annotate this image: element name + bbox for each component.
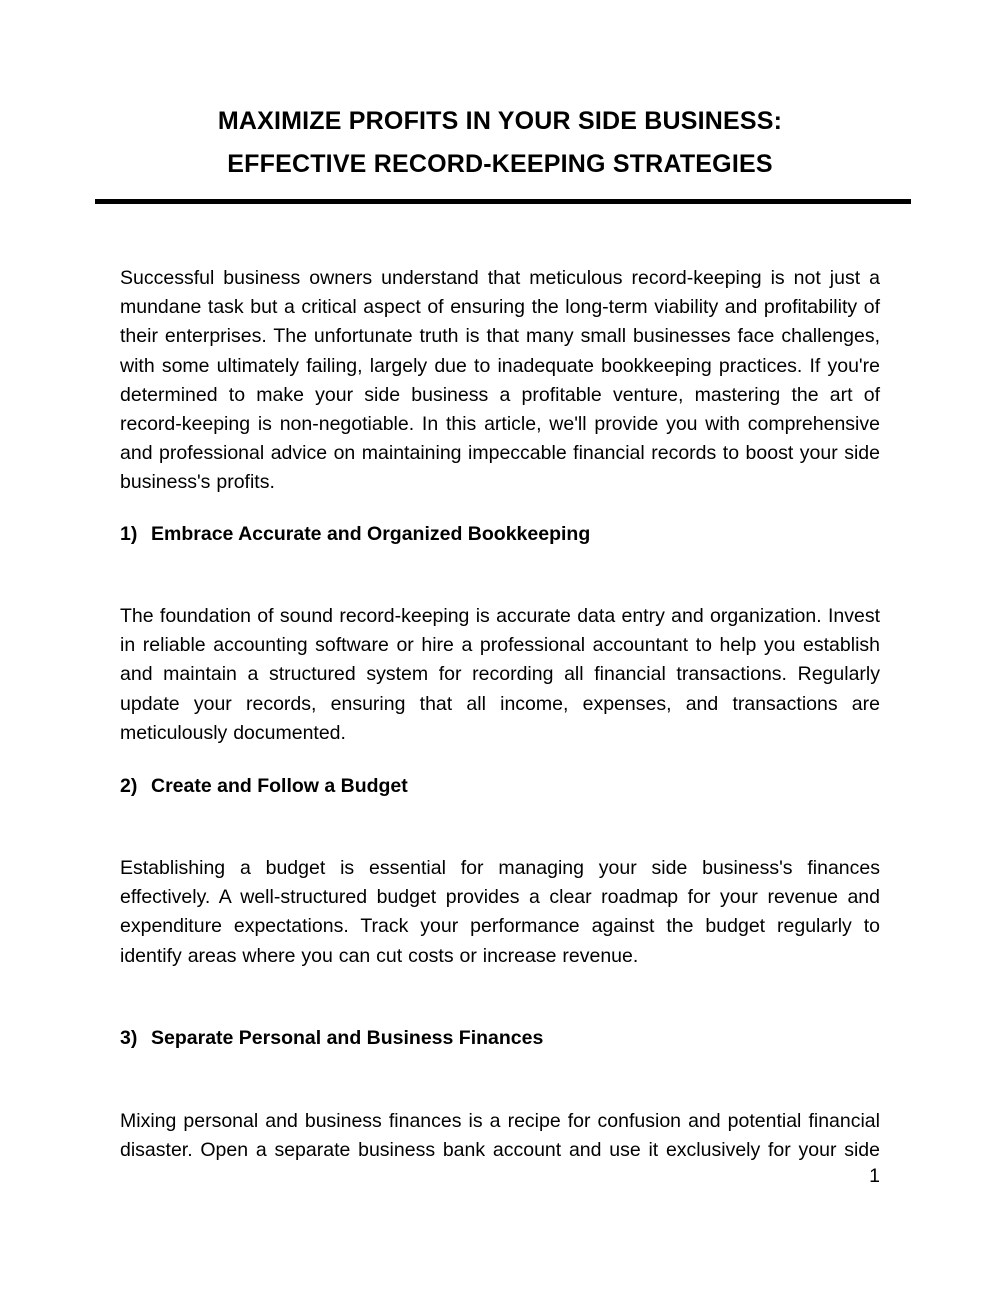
intro-paragraph: Successful business owners understand that meticulous record-keeping is not just a mundane task but a critical aspect of ensuring the long-term viability and profitability of their enterprises. The unfortunate truth is that many small businesses face challenges, with some ultimately failing, largely due to inadequate bookkeeping practices. If you're determined to make your side business a profitable venture, mastering the art of record-keeping is non-negotiable. In this article, we'll provide you with comprehensive and professional advice on maintaining impeccable financial records to boost your side business's profits. xyxy=(120,267,880,494)
section-1-number: 1) xyxy=(120,523,138,545)
section-2-paragraph: Establishing a budget is essential for managing your side business's finances effectively. A well-structured budget provides a clear roadmap for your revenue and expenditure expectations. Track your performance against the budget regularly to identify areas where you can cut costs or increase revenue. xyxy=(120,857,880,967)
section-1-heading xyxy=(120,520,880,549)
section-3-heading xyxy=(120,1024,880,1053)
document-title-line-1: MAXIMIZE PROFITS IN YOUR SIDE BUSINESS: xyxy=(217,107,783,135)
document-title xyxy=(120,100,880,186)
page-number: 1 xyxy=(869,1165,880,1187)
section-2-heading xyxy=(120,772,880,801)
section-3-number: 3) xyxy=(120,1027,138,1049)
section-2-number: 2) xyxy=(120,775,138,797)
document-title-line-2: EFFECTIVE RECORD-KEEPING STRATEGIES xyxy=(227,150,773,178)
title-divider-rule xyxy=(95,199,911,204)
section-3-title: Separate Personal and Business Finances xyxy=(151,1027,544,1049)
document-content xyxy=(120,0,880,1290)
section-1-title: Embrace Accurate and Organized Bookkeeping xyxy=(151,523,591,545)
section-3-paragraph: Mixing personal and business finances is a recipe for confusion and potential financial disaster. Open a separate business bank account and use it exclusively for your side xyxy=(120,1110,880,1162)
section-2-title: Create and Follow a Budget xyxy=(151,775,408,797)
section-1-paragraph: The foundation of sound record-keeping is accurate data entry and organization. Invest in reliable accounting software or hire a professional accountant to help you establish and maintain a structured system for recording all financial transactions. Regularly update your records, ensuring that all income, expenses, and transactions are meticulously documented. xyxy=(120,605,880,744)
